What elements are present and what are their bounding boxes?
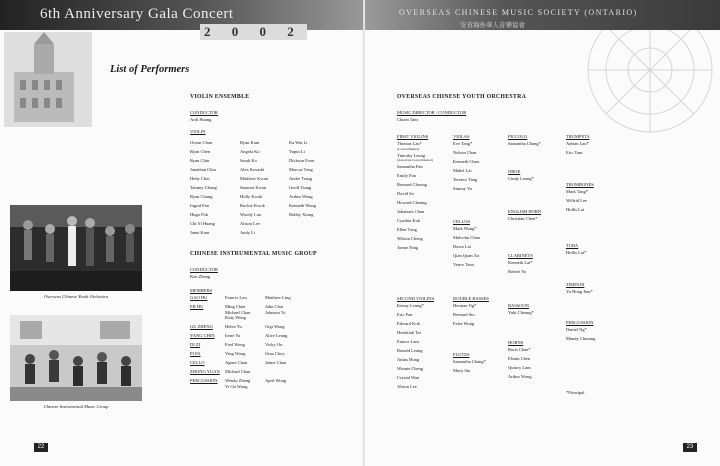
violin-names-col3 [289, 138, 316, 219]
performer-name: Kenneth Wong [289, 203, 316, 208]
performer-role: (Concertmaster) [397, 146, 420, 151]
performer-name: Samantha Chang* [508, 141, 541, 146]
performer-name: Ronald Leung [397, 348, 423, 353]
performer-name: Yi Ou Wong [225, 383, 248, 389]
performer-name: Ingrid Fan [190, 203, 209, 208]
performer-name: Ellen Tung [397, 227, 417, 232]
second-violins [397, 296, 434, 391]
performer-name: Terence Tang [453, 177, 478, 182]
instrument-label: TIMPANI [566, 282, 585, 287]
performer-name: Winnie Cheng [397, 366, 423, 371]
performer-name: Matthew Kwan [240, 176, 268, 181]
performer-name: Ocean Chan [190, 140, 213, 145]
performer-name: Alison Lee [397, 384, 417, 389]
performer-name: Andre Tsang [289, 176, 312, 181]
performer-name: Christian Chen* [508, 216, 538, 221]
performer-name: Arthur Wong [289, 194, 313, 199]
performer-name: Michael Chan [225, 309, 251, 315]
instrument-name: YANG CHIN [190, 333, 215, 339]
bassoon [508, 303, 534, 317]
instrument-label: CELLOS [453, 219, 471, 224]
instrument-label: PICCOLO [508, 134, 528, 139]
performer-name: Kenneth Chan [453, 159, 479, 164]
performer-name: Irene Yu [225, 333, 241, 339]
violin-label: VIOLIN [190, 129, 206, 134]
instrument-name: CELLO [190, 360, 205, 366]
instrument-row [190, 324, 360, 330]
instrument-label: CLARINETS [508, 253, 533, 258]
performer-name: Nelson Chan [453, 150, 477, 155]
performer-name: Alice Leung [265, 333, 288, 339]
instrument-row [190, 342, 360, 348]
performer-name: Edward Kok [397, 321, 420, 326]
instrument-name: GAO HU [190, 295, 208, 300]
instrumental-group-section [190, 251, 360, 393]
english-horn [508, 209, 541, 223]
right-page [365, 0, 720, 466]
instrument-row [190, 333, 360, 339]
performer-name: Francis Law [225, 295, 248, 300]
performer-name: Simmy Yu [453, 186, 472, 191]
first-violins [397, 134, 433, 252]
youth-orchestra-section [397, 94, 526, 124]
principal-footnote [566, 390, 585, 395]
performer-name: Tammy Chung [190, 185, 217, 190]
performer-name: Qian Quan Xu [453, 253, 480, 258]
instrument-label: FLUTES [453, 352, 470, 357]
performer-name: Helen Yu [225, 324, 242, 330]
performer-name: Angela Ko [240, 149, 260, 154]
performer-name: Macy Siu [453, 368, 471, 373]
performer-name: Ying Wong [225, 351, 246, 357]
performer-name: Agnes Chan [225, 360, 248, 366]
performer-name: Jonathan Chiu [190, 167, 216, 172]
instrument-name: PERCUSSION [190, 378, 218, 384]
conductor-name: Ardi Huang [190, 117, 212, 122]
performer-name: Annie Ning [397, 245, 419, 250]
performer-name: Chi Yi Huang [190, 221, 215, 226]
section-heading: OVERSEAS CHINESE YOUTH ORCHESTRA [397, 94, 527, 100]
trombones [566, 182, 594, 214]
percussion [566, 320, 595, 343]
violas [453, 134, 479, 193]
list-title: List of Performers [110, 64, 190, 75]
performer-name: Gigi Wong [265, 324, 285, 330]
instrument-label: TROMBONES [566, 182, 594, 187]
performer-name: John Chai [265, 303, 284, 309]
performer-name: Samson Kwan [240, 185, 267, 190]
performer-name: Quincy Lam [508, 365, 531, 370]
performer-name: Hollis Lai* [566, 250, 587, 255]
instrument-label: FIRST VIOLINS [397, 134, 429, 139]
gala-title: 6th Anniversary Gala Concert [40, 6, 234, 22]
performer-name: Johnson To [265, 309, 286, 315]
performer-name: Holly Kwok [240, 194, 263, 199]
performer-name: Matthew Ling [265, 295, 291, 300]
performer-name: Kitty Wong [225, 315, 246, 321]
instrument-row [190, 351, 360, 357]
performer-name: Eleain Chen [508, 356, 531, 361]
instrument-label: TRUMPETS [566, 134, 590, 139]
performer-name: Sarah Ko [240, 158, 257, 163]
horns [508, 340, 532, 381]
director-name: Chuen Tam [397, 117, 418, 122]
violin-ensemble-section [190, 94, 249, 134]
conductor-label: CONDUCTOR [190, 267, 218, 272]
performer-name: Gina Choy [265, 351, 285, 357]
performer-name: Eve Tang* [453, 141, 473, 146]
photo-caption: Chinese Instrumental Music Group [43, 404, 109, 409]
performer-name: Samantha Fan [397, 164, 423, 169]
society-name-chinese: 安省海外華人音樂協會 [460, 21, 525, 29]
instrument-name: GU ZHENG [190, 324, 213, 330]
performer-name: Adrian Lau* [566, 141, 589, 146]
trumpets [566, 134, 590, 157]
performer-name: David So [397, 191, 414, 196]
performer-name: Samantha Chang* [453, 359, 486, 364]
performer-name: Ryan Chen [190, 149, 210, 154]
performer-name: Mabel Lai [453, 168, 472, 173]
performer-name: Eunice Lam [397, 339, 419, 344]
performer-name: Mark Tang* [566, 189, 588, 194]
decorative-window-graphic [570, 30, 715, 175]
page-number: 23 [683, 443, 697, 452]
performer-name: Wilson Cheng [397, 236, 423, 241]
performer-name: Geoff Tsang [289, 185, 312, 190]
performer-name: Yu Hong Jian* [566, 289, 593, 294]
performer-name: Bernard Choong [397, 182, 427, 187]
performer-name: Cynthia Kok [397, 218, 421, 223]
youth-orchestra-photo [10, 205, 142, 299]
performer-name: Johannes Chan [397, 209, 425, 214]
instrument-name: ER HU [190, 303, 204, 309]
instrument-name: DI ZI [190, 342, 201, 348]
instrument-row [190, 295, 360, 301]
performer-name: Mark Wong* [453, 226, 477, 231]
performer-name: Emily Fan [397, 173, 416, 178]
society-name: OVERSEAS CHINESE MUSIC SOCIETY (ONTARIO) [399, 8, 638, 17]
instrument-row [190, 369, 360, 375]
performer-name: Fred Wong [225, 342, 245, 348]
performer-name: Ryan Chung [190, 194, 213, 199]
gala-year: 2 0 0 2 [200, 24, 307, 40]
oboe [508, 169, 534, 183]
performer-name: Dawn Lai [453, 244, 471, 249]
principal-note: *Principal [566, 390, 585, 395]
page-number: 22 [34, 443, 48, 452]
piccolo [508, 134, 541, 148]
instrument-label: VIOLAS [453, 134, 470, 139]
performer-name: Alex Kosashi [240, 167, 265, 172]
violin-names-col2 [240, 138, 268, 237]
performer-name: Timothy Leung [397, 152, 425, 158]
performer-name: Bernard Siu [453, 312, 475, 317]
performer-name: Wendy Zheng [225, 378, 251, 384]
performer-name: Justus Hung [397, 357, 420, 362]
performer-name: Hedy Choi [190, 176, 210, 181]
instrument-label: TUBA [566, 243, 579, 248]
instrument-name: ZHONG YUAN [190, 369, 220, 375]
performer-name: Hugo Fok [190, 212, 209, 217]
performer-name: Kenneth Lai* [508, 260, 533, 265]
performer-name: Alison Lee [240, 221, 260, 226]
performer-name: Yupin Li [289, 149, 305, 154]
conductor-name: Ken Zheng [190, 274, 211, 279]
performer-name: Daniel Ng* [566, 327, 587, 332]
instrument-label: ENGLISH HORN [508, 209, 542, 214]
instrumental-group-photo [10, 315, 142, 409]
performer-name: Ryan Chin [190, 158, 210, 163]
timpani [566, 282, 593, 296]
performer-name: Evita Wong [453, 321, 475, 326]
director-label: MUSIC DIRECTOR / CONDUCTOR [397, 110, 467, 115]
building-photo [4, 32, 92, 127]
performer-name: Rockie Kwok [240, 203, 265, 208]
performer-name: Kenny Leung* [397, 303, 424, 308]
instrument-row [190, 304, 360, 321]
performer-name: Woody Lau [240, 212, 262, 217]
performer-name: Yuki Cheung* [508, 310, 534, 315]
performer-name: Robert Yu [508, 269, 527, 274]
performer-name: Howard Cheung [397, 200, 427, 205]
tuba [566, 243, 586, 257]
conductor-label: CONDUCTOR [190, 110, 218, 115]
performer-name: Vicky Ou [265, 342, 283, 348]
photo-caption: Overseas Chinese Youth Orchestra [43, 294, 109, 299]
performer-name: Ka Wai Li [289, 140, 308, 145]
instrument-row [190, 360, 360, 366]
violin-names-col1 [190, 138, 217, 237]
performer-name: Michael Chan [225, 369, 251, 375]
performer-role: (Associate Concertmaster) [397, 158, 434, 162]
instrument-label: BASSOON [508, 303, 530, 308]
performer-name: April Wong [265, 378, 287, 384]
double-basses [453, 296, 489, 328]
instrument-label: DOUBLE BASSES [453, 296, 489, 301]
performer-name: Vence Tsun [453, 262, 474, 267]
performer-name: Eric Fan [397, 312, 413, 317]
members-label: MEMBERS [190, 288, 213, 293]
section-heading: CHINESE INSTRUMENTAL MUSIC GROUP [190, 251, 317, 257]
instrument-label: OBOE [508, 169, 521, 174]
performer-name: Ryan Kam [240, 140, 260, 145]
performer-name: Ming Chan [225, 303, 246, 309]
performer-name: Boris Chan* [508, 347, 531, 352]
instrument-row [190, 378, 360, 389]
clarinets [508, 253, 533, 276]
performer-name: Bobby Xiong [289, 212, 314, 217]
performer-name: Arthur Wong [508, 374, 532, 379]
performer-name: Eric Tam [566, 150, 583, 155]
performer-name: Andy Li [240, 230, 256, 235]
performer-name: Thomas Lau* [397, 141, 422, 146]
instrument-label: SECOND VIOLINS [397, 296, 435, 301]
section-heading: VIOLIN ENSEMBLE [190, 94, 250, 100]
cellos [453, 219, 480, 269]
performer-name: Janet Kam [190, 230, 210, 235]
performer-name: Cindy Leung* [508, 176, 534, 181]
performer-name: Marcus Tong [289, 167, 313, 172]
instrument-label: PERCUSSION [566, 320, 594, 325]
performer-name: Dickson Poon [289, 158, 315, 163]
performer-name: Wilfrid Lee [566, 198, 587, 203]
performer-name: Jaime Chan [265, 360, 287, 366]
instrument-label: HORNS [508, 340, 524, 345]
performer-name: Hollis Lai [566, 207, 585, 212]
performer-name: Mandy Chmong [566, 336, 596, 341]
instrument-name: PI PA [190, 351, 201, 357]
performer-name: Malcolm Chan [453, 235, 480, 240]
performer-name: Hezekiah Tai [397, 330, 421, 335]
flutes [453, 352, 486, 375]
performer-name: Herman Ng* [453, 303, 477, 308]
performer-name: Crystal Wan [397, 375, 420, 380]
